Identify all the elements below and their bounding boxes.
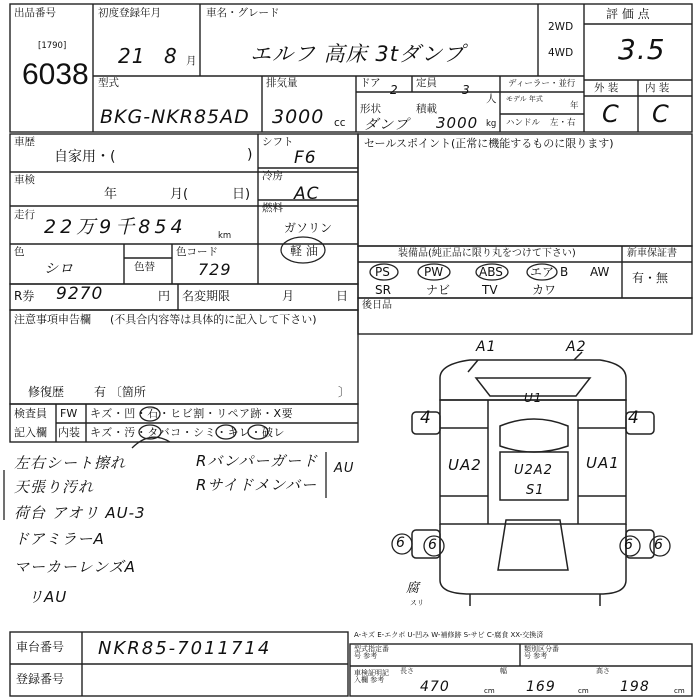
displacement-value: 3000: [272, 106, 325, 128]
model-value: BKG-NKR85AD: [100, 106, 250, 128]
model-year-label: モデル 年式: [506, 95, 543, 103]
inspection-month: 月(: [170, 187, 189, 202]
rcert-value: 9270: [56, 284, 104, 304]
warranty-label: 新車保証書: [627, 248, 677, 259]
name-change-day: 日: [336, 289, 349, 303]
height-label: 高さ: [596, 667, 610, 675]
first-reg-year: 21: [118, 44, 146, 68]
width-label: 幅: [500, 667, 507, 675]
ac-label: 冷房: [262, 170, 283, 182]
first-reg-month: 8: [164, 44, 178, 68]
score: 3.5: [618, 33, 666, 66]
lot-number: 6038: [22, 58, 89, 91]
remark-right-3: AU: [334, 461, 355, 476]
chassis-value: NKR85-7011714: [98, 638, 272, 659]
remark-4: ドアミラーA: [14, 530, 105, 548]
color-code-label: 色コード: [176, 246, 218, 258]
diag-rear-note: 腐: [406, 581, 421, 596]
interior-grade: C: [652, 100, 670, 128]
equip-navi: ナビ: [426, 283, 451, 297]
repair-label: 修復歴: [28, 385, 65, 399]
dealer-label: ディーラー・並行: [508, 79, 576, 89]
remark-right-1: Rバンパーガード: [196, 452, 319, 470]
equip-aw: AW: [590, 265, 610, 279]
diag-ua2: UA2: [448, 456, 482, 474]
history-label: 車歴: [14, 136, 35, 148]
registration-label: 登録番号: [16, 672, 65, 686]
model-spec-label: 型式指定番号 参考: [354, 645, 389, 660]
mileage-value: 22万9千854: [44, 216, 187, 238]
handle-value: 左・右: [550, 118, 576, 128]
remark-5: マーカーレンズA: [14, 558, 136, 576]
inspection-day: 日): [232, 187, 251, 202]
inspector-label: 検査員: [14, 407, 47, 420]
equipment-label: 装備品(純正品に限り丸をつけて下さい): [398, 248, 576, 259]
equip-air: エア: [530, 265, 555, 279]
fw-items: キズ・凹・石・ヒビ割・リペア跡・X要: [90, 407, 294, 420]
later-docs-label: 後日品: [362, 300, 392, 311]
warranty-value: 有・無: [632, 271, 669, 285]
color-change-label: 色替: [134, 261, 155, 273]
inspector-label-2: 記入欄: [14, 426, 47, 439]
capacity-unit: 人: [486, 93, 497, 105]
exterior-label: 外 装: [594, 82, 619, 94]
remark-2: 天張り汚れ: [14, 478, 95, 496]
color-code: 729: [198, 260, 232, 279]
chassis-label: 車台番号: [16, 640, 65, 654]
month-unit: 月: [186, 55, 197, 67]
equip-sr: SR: [375, 283, 391, 297]
diag-tire-rr: 6: [624, 537, 634, 553]
rcert-label: R券: [14, 289, 35, 303]
lot-label: 出品番号: [14, 7, 56, 19]
length-label: 長さ: [400, 667, 414, 675]
sales-point-label: セールスポイント(正常に機能するものに限ります): [364, 137, 614, 150]
drive-4wd: 4WD: [548, 47, 574, 59]
width-value: 169: [526, 679, 556, 695]
ac-value: AC: [294, 184, 320, 204]
name-change-label: 名変期限: [182, 289, 231, 303]
model-label: 型式: [98, 77, 119, 89]
repair-close: 〕: [338, 385, 351, 399]
notes-label: 注意事項申告欄: [14, 313, 91, 326]
interior-insp-label: 内装: [58, 426, 80, 439]
name-change-month: 月: [282, 289, 295, 303]
exterior-grade: C: [602, 100, 620, 128]
color-label: 色: [14, 246, 25, 258]
notes-sub: (不具合内容等は具体的に記入して下さい): [110, 313, 317, 326]
diag-tire-fl: 4: [420, 408, 432, 428]
diag-u1: U1: [524, 391, 543, 405]
history-value: 自家用・(: [54, 149, 116, 165]
height-value: 198: [620, 679, 650, 695]
diag-tire-fr: 4: [628, 408, 640, 428]
load-label: 積載: [416, 103, 437, 115]
remark-right-2: Rサイドメンバー: [196, 476, 318, 494]
model-year-unit: 年: [570, 101, 579, 111]
drive-2wd: 2WD: [548, 21, 574, 33]
height-unit: cm: [674, 687, 685, 695]
equip-pw: PW: [424, 265, 444, 279]
size-label: 車検証明記入欄 参考: [354, 669, 389, 684]
fw-label: FW: [60, 407, 78, 420]
mileage-unit: km: [218, 231, 232, 241]
shape-label: 形状: [360, 103, 381, 115]
color-value: シロ: [44, 261, 74, 277]
shift-value: F6: [294, 148, 317, 168]
equip-ps: PS: [375, 265, 390, 279]
diag-a2: A2: [566, 339, 587, 355]
diag-tire-rr-2: 6: [654, 537, 664, 553]
displacement-unit: cc: [334, 117, 346, 129]
interior-insp-items: キズ・汚・タバコ・シミ・キレ・破レ: [90, 426, 286, 439]
length-unit: cm: [484, 687, 495, 695]
equip-leather: カワ: [532, 283, 557, 297]
fuel-label: 燃料: [262, 202, 283, 214]
inspection-label: 車検: [14, 174, 35, 186]
lot-small: [1790]: [38, 41, 67, 51]
capacity-value: 3: [462, 83, 471, 97]
car-name: エルフ 高床 3tダンプ: [250, 42, 466, 66]
damage-legend: A-キズ E-エクボ U-凹み W-補修跡 S-サビ C-腐食 XX-交換済: [354, 631, 544, 639]
handle-label: ハンドル: [506, 118, 541, 128]
diag-a1: A1: [476, 339, 497, 355]
diag-rear-note-sub: スリ: [410, 599, 424, 607]
first-reg-label: 初度登録年月: [98, 7, 161, 19]
diag-tire-rl: 6: [396, 535, 406, 551]
capacity-label: 定員: [416, 77, 437, 89]
mileage-label: 走行: [14, 209, 35, 221]
width-unit: cm: [578, 687, 589, 695]
shape-value: ダンプ: [364, 117, 410, 133]
remark-3: 荷台 アオリ AU-3: [14, 504, 146, 522]
repair-value: 有 〔箇所: [94, 385, 146, 399]
class-label: 類別区分番号 参考: [524, 645, 559, 660]
fuel-diesel: 軽 油: [290, 244, 318, 258]
diag-center-2: S1: [526, 483, 545, 498]
equip-tv: TV: [482, 283, 498, 297]
history-close: ): [247, 147, 253, 163]
diag-center-1: U2A2: [514, 463, 553, 478]
score-label: 評 価 点: [606, 7, 650, 21]
remark-6: リAU: [28, 588, 68, 606]
fuel-gasoline: ガソリン: [284, 221, 333, 235]
displacement-label: 排気量: [266, 77, 298, 89]
doors-value: 2: [390, 83, 399, 97]
diag-ua1: UA1: [586, 454, 620, 472]
car-name-label: 車名・グレード: [206, 7, 280, 19]
length-value: 470: [420, 679, 450, 695]
doors-label: ドア: [360, 77, 381, 89]
load-unit: kg: [486, 119, 497, 129]
equip-abs: ABS: [479, 265, 503, 279]
remark-1: 左右シート擦れ: [14, 454, 127, 472]
load-value: 3000: [436, 114, 479, 132]
inspection-year: 年: [104, 187, 118, 202]
shift-label: シフト: [262, 136, 294, 148]
rcert-unit: 円: [158, 289, 171, 303]
equip-b: B: [560, 265, 569, 279]
diag-tire-rl-2: 6: [428, 537, 438, 553]
interior-label: 内 装: [645, 82, 670, 94]
